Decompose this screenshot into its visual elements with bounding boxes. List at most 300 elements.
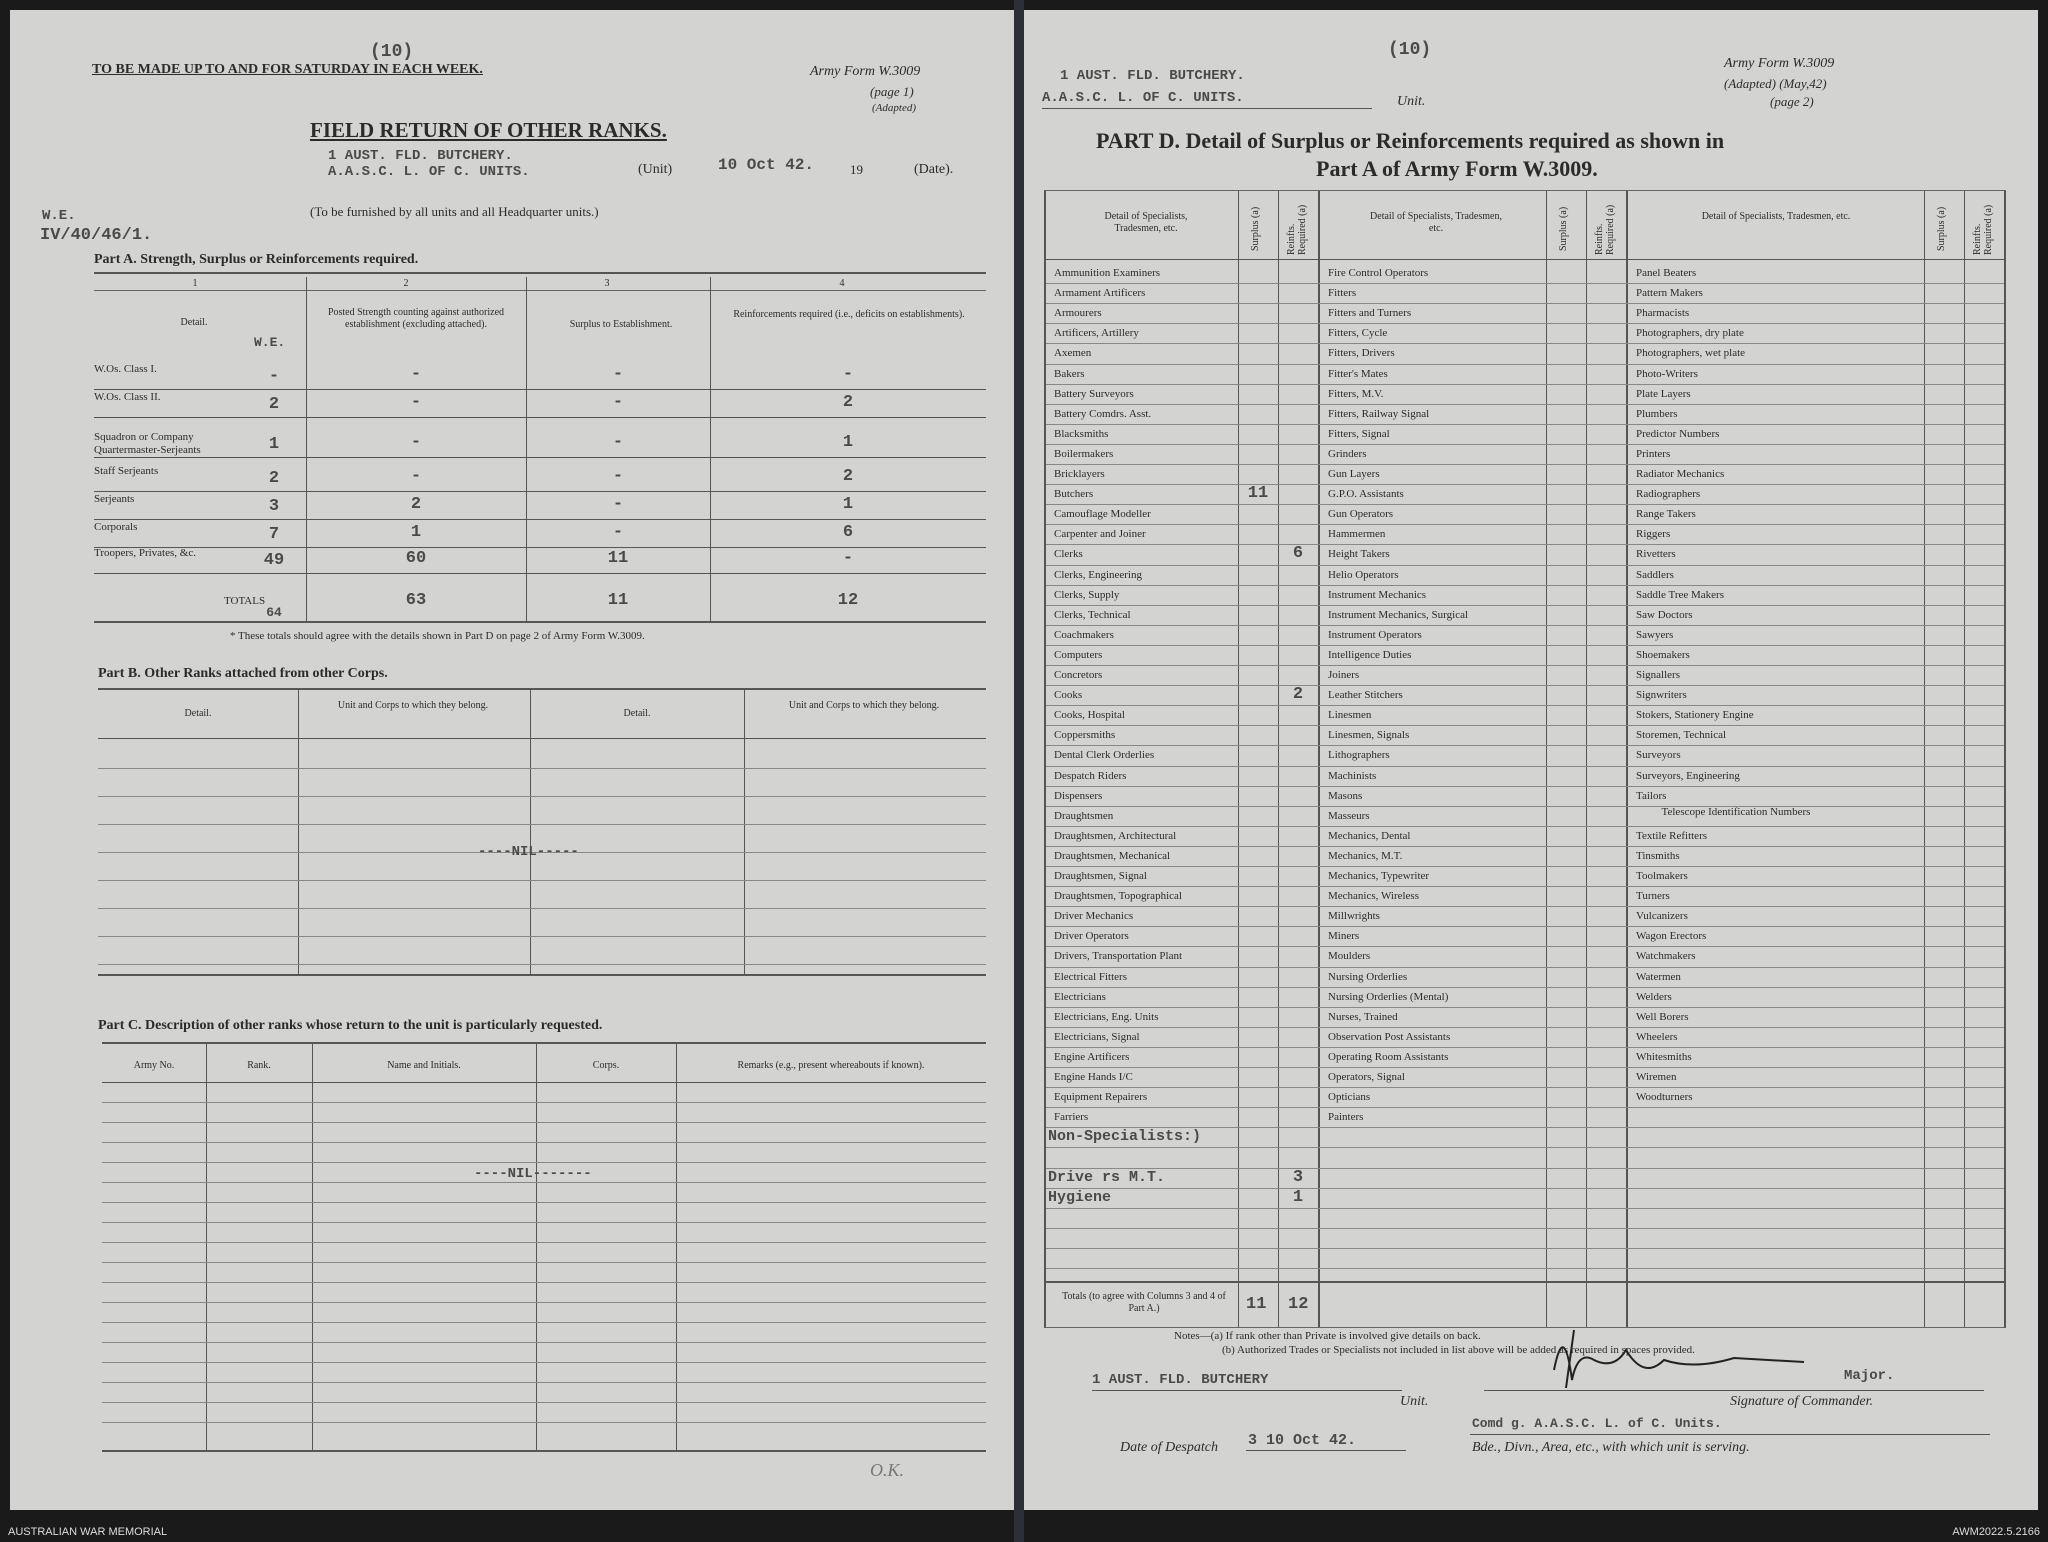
part-d-col1-detail: Dental Clerk Orderlies bbox=[1054, 749, 1155, 762]
col-num-1: 1 bbox=[192, 277, 198, 289]
part-d-col2-detail: Painters bbox=[1328, 1111, 1364, 1124]
part-d-col1-detail: Farriers bbox=[1054, 1111, 1089, 1124]
part-d-rule bbox=[1046, 444, 2004, 445]
part-d-col1-detail: Drivers, Transportation Plant bbox=[1054, 950, 1183, 963]
part-d-col1-detail: Electrical Fitters bbox=[1054, 970, 1127, 983]
part-d-col3-detail: Photographers, dry plate bbox=[1636, 327, 1744, 340]
part-d-col3-detail: Predictor Numbers bbox=[1636, 427, 1720, 440]
part-d-table bbox=[1044, 190, 2006, 1328]
part-d-col1-detail: Battery Comdrs. Asst. bbox=[1054, 407, 1152, 420]
part-b-rule bbox=[98, 824, 986, 825]
part-d-rule bbox=[1046, 926, 2004, 927]
part-d-col1-detail: Battery Surveyors bbox=[1054, 387, 1134, 400]
part-d-col3-detail: Photo-Writers bbox=[1636, 367, 1698, 380]
part-d-rule bbox=[1046, 625, 2004, 626]
part-d-col1-detail: Axemen bbox=[1054, 347, 1092, 360]
part-d-col2-detail: Instrument Mechanics bbox=[1328, 588, 1427, 601]
part-d-col3-detail: Telescope Identification Numbers bbox=[1661, 805, 1811, 818]
part-d-col3-detail: Welders bbox=[1636, 990, 1672, 1003]
part-a-row-reinf: - bbox=[842, 365, 854, 384]
part-a-totals-reinf: 12 bbox=[837, 591, 859, 610]
header-detail: Detail. bbox=[180, 317, 208, 328]
unit-label: Unit. bbox=[1397, 94, 1426, 109]
part-a-grid bbox=[94, 290, 986, 623]
part-d-rule bbox=[1046, 1087, 2004, 1088]
part-d-col2-detail: Instrument Operators bbox=[1328, 628, 1422, 641]
we-label: W.E. bbox=[42, 208, 76, 224]
part-d-col2-detail: Gun Operators bbox=[1328, 508, 1394, 521]
part-d-col1-detail: Coachmakers bbox=[1054, 628, 1114, 641]
form-number: Army Form W.3009 bbox=[810, 64, 921, 79]
part-a-row-posted: - bbox=[410, 467, 422, 486]
part-a-row-posted: 2 bbox=[410, 495, 422, 514]
part-d-col1-detail: Butchers bbox=[1054, 488, 1094, 501]
part-a-row-detail: Squadron or Company Quartermaster-Serjeants bbox=[94, 431, 201, 456]
signature-unit: 1 AUST. FLD. BUTCHERY bbox=[1092, 1372, 1269, 1388]
center-fold bbox=[1014, 0, 1024, 1542]
part-d-col1-detail: Dispensers bbox=[1054, 789, 1103, 802]
part-d-col1-detail: Non-Specialists:) bbox=[1048, 1128, 1202, 1146]
part-d-rule bbox=[1046, 404, 2004, 405]
part-d-col2-detail: Observation Post Assistants bbox=[1328, 1030, 1451, 1043]
part-d-rule bbox=[1046, 826, 2004, 827]
part-d-col2-detail: Lithographers bbox=[1328, 749, 1390, 762]
part-d-col2-detail: Gun Layers bbox=[1328, 468, 1380, 480]
bde-value: Comd g. A.A.S.C. L. of C. Units. bbox=[1472, 1416, 1722, 1431]
part-d-col3-detail: Well Borers bbox=[1636, 1010, 1689, 1023]
part-d-col1-surplus: 11 bbox=[1247, 484, 1269, 504]
part-a-row-surplus: - bbox=[612, 433, 624, 452]
page-number: (10) bbox=[1388, 40, 1432, 60]
part-d-col3-detail: Toolmakers bbox=[1636, 870, 1688, 882]
col2-header-surplus: Surplus (a) bbox=[1558, 206, 1569, 251]
part-d-col1-detail: Bricklayers bbox=[1054, 468, 1105, 480]
part-c-header-army-no: Army No. bbox=[133, 1060, 175, 1071]
part-d-col1-reinf: 6 bbox=[1292, 544, 1304, 564]
part-d-col3-detail: Plate Layers bbox=[1636, 387, 1691, 400]
part-d-col3-detail: Tailors bbox=[1636, 789, 1667, 802]
part-a-row-reinf: - bbox=[842, 549, 854, 568]
part-d-rule bbox=[1046, 846, 2004, 847]
part-c-rule bbox=[102, 1222, 986, 1223]
col-num-4: 4 bbox=[839, 277, 845, 289]
part-d-col2-detail: Fitters, M.V. bbox=[1328, 387, 1384, 400]
part-a-row-detail: Staff Serjeants bbox=[94, 465, 159, 477]
part-d-col1-detail: Carpenter and Joiner bbox=[1054, 528, 1146, 541]
part-b-rule bbox=[98, 796, 986, 797]
part-d-col1-detail: Draughtsmen, Signal bbox=[1054, 870, 1147, 882]
part-c-rule bbox=[102, 1322, 986, 1323]
part-d-col1-reinf: 1 bbox=[1292, 1187, 1304, 1207]
part-c-rule bbox=[102, 1282, 986, 1283]
part-b-rule bbox=[98, 964, 986, 965]
part-d-col1-detail: Drive rs M.T. bbox=[1048, 1168, 1166, 1186]
part-a-row-we: 3 bbox=[268, 497, 280, 516]
part-a-totals-label: TOTALS bbox=[224, 595, 266, 607]
part-d-col2-detail: Instrument Mechanics, Surgical bbox=[1328, 608, 1469, 621]
part-a-row-detail: W.Os. Class II. bbox=[94, 391, 161, 403]
left-page bbox=[10, 10, 1014, 1510]
part-d-col3-detail: Rivetters bbox=[1636, 548, 1676, 561]
unit-line-2: A.A.S.C. L. OF C. UNITS. bbox=[328, 164, 530, 180]
part-d-col2-detail: G.P.O. Assistants bbox=[1328, 488, 1404, 501]
col2-header-detail: Detail of Specialists, Tradesmen, etc. bbox=[1370, 211, 1502, 234]
part-d-col2-detail: Fitters bbox=[1328, 287, 1357, 300]
part-d-col2-detail: Fitters, Drivers bbox=[1328, 347, 1395, 360]
part-c-rule bbox=[102, 1102, 986, 1103]
part-d-col3-detail: Saw Doctors bbox=[1636, 608, 1693, 621]
part-d-rule bbox=[1046, 504, 2004, 505]
part-d-rule bbox=[1046, 745, 2004, 746]
part-c-rule bbox=[102, 1162, 986, 1163]
part-d-col3-detail: Wagon Erectors bbox=[1636, 930, 1707, 943]
part-d-col2-detail: Fitters and Turners bbox=[1328, 307, 1412, 320]
part-a-row-posted: - bbox=[410, 433, 422, 452]
pencil-initials: O.K. bbox=[870, 1460, 905, 1480]
part-a-row-reinf: 1 bbox=[842, 495, 854, 514]
part-d-col2-detail: Joiners bbox=[1328, 669, 1360, 681]
part-c-rule bbox=[102, 1262, 986, 1263]
part-c-header-remarks: Remarks (e.g., present whereabouts if known). bbox=[737, 1060, 925, 1071]
part-d-rule bbox=[1046, 605, 2004, 606]
part-a-row-posted: - bbox=[410, 365, 422, 384]
part-b-header-unit-2: Unit and Corps to which they belong. bbox=[788, 700, 940, 711]
part-d-rule bbox=[1046, 384, 2004, 385]
part-b-rule bbox=[98, 936, 986, 937]
part-d-col3-detail: Woodturners bbox=[1636, 1091, 1693, 1104]
part-d-col1-detail: Artificers, Artillery bbox=[1054, 327, 1139, 340]
part-a-row-rule bbox=[94, 457, 986, 458]
part-a-totals-surplus: 11 bbox=[607, 591, 629, 610]
part-d-col2-detail: Leather Stitchers bbox=[1328, 689, 1403, 702]
part-d-rule bbox=[1046, 1107, 2004, 1108]
part-d-col1-detail: Engine Artificers bbox=[1054, 1050, 1130, 1063]
part-d-rule bbox=[1046, 303, 2004, 304]
part-d-col3-detail: Pharmacists bbox=[1636, 307, 1690, 320]
part-d-rule bbox=[1046, 685, 2004, 686]
part-d-col3-detail: Sawyers bbox=[1636, 628, 1674, 641]
part-c-rule bbox=[102, 1402, 986, 1403]
part-d-col3-detail: Surveyors bbox=[1636, 749, 1681, 762]
part-d-col2-detail: Masseurs bbox=[1328, 809, 1370, 822]
part-d-col1-detail: Cooks, Hospital bbox=[1054, 709, 1125, 722]
unit-label: (Unit) bbox=[638, 162, 673, 177]
part-d-rule bbox=[1046, 544, 2004, 545]
header-reinforcements: Reinforcements required (i.e., deficits on establishments). bbox=[733, 309, 965, 320]
part-a-row-surplus: - bbox=[612, 495, 624, 514]
part-d-col3-detail: Saddle Tree Makers bbox=[1636, 588, 1724, 601]
part-c-rule bbox=[102, 1142, 986, 1143]
part-d-rule bbox=[1046, 1147, 2004, 1148]
part-a-row-we: 2 bbox=[268, 395, 280, 414]
part-a-row-reinf: 2 bbox=[842, 393, 854, 412]
part-d-col1-detail: Driver Mechanics bbox=[1054, 910, 1134, 923]
part-d-col3-detail: Shoemakers bbox=[1636, 648, 1690, 661]
part-c-nil: ----NIL------- bbox=[474, 1166, 592, 1182]
part-d-col1-detail: Armourers bbox=[1054, 307, 1102, 320]
part-d-col1-detail: Despatch Riders bbox=[1054, 769, 1127, 782]
part-a-row-we: 49 bbox=[263, 551, 285, 570]
part-d-col2-detail: Linesmen bbox=[1328, 709, 1372, 722]
col-num-3: 3 bbox=[604, 277, 610, 289]
part-d-col2-detail: Grinders bbox=[1328, 447, 1367, 460]
part-a-row-reinf: 1 bbox=[842, 433, 854, 452]
part-d-col3-detail: Radiographers bbox=[1636, 488, 1701, 501]
part-d-rule bbox=[1046, 1007, 2004, 1008]
part-d-col2-detail: Mechanics, Wireless bbox=[1328, 890, 1419, 903]
part-d-col2-detail: Fitters, Cycle bbox=[1328, 327, 1388, 340]
part-a-row-rule bbox=[94, 573, 986, 574]
part-d-col1-detail: Electricians, Signal bbox=[1054, 1030, 1140, 1043]
col1-header-reinf: Reinfts. Required (a) bbox=[1286, 204, 1308, 255]
part-d-col2-detail: Helio Operators bbox=[1328, 568, 1399, 581]
part-b-header-detail-2: Detail. bbox=[623, 708, 651, 719]
part-d-rule bbox=[1046, 585, 2004, 586]
part-a-row-we: - bbox=[268, 367, 280, 386]
part-d-col2-detail: Fire Control Operators bbox=[1328, 267, 1429, 279]
col3-header-detail: Detail of Specialists, Tradesmen, etc. bbox=[1701, 211, 1851, 222]
part-d-col3-detail: Riggers bbox=[1636, 528, 1671, 541]
part-d-rule bbox=[1046, 946, 2004, 947]
part-d-col1-detail: Equipment Repairers bbox=[1054, 1091, 1148, 1104]
part-d-rule bbox=[1046, 323, 2004, 324]
part-d-col2-detail: Height Takers bbox=[1328, 548, 1390, 561]
col1-header-surplus: Surplus (a) bbox=[1250, 206, 1261, 251]
part-a-row-posted: 1 bbox=[410, 523, 422, 542]
part-d-col1-detail: Computers bbox=[1054, 648, 1103, 661]
part-d-rule bbox=[1046, 524, 2004, 525]
part-d-col3-detail: Tinsmiths bbox=[1636, 849, 1680, 862]
we-reference: IV/40/46/1. bbox=[40, 226, 153, 245]
part-d-rule bbox=[1046, 283, 2004, 284]
part-b-header-detail-1: Detail. bbox=[184, 708, 212, 719]
part-c-rule bbox=[102, 1382, 986, 1383]
part-d-col3-detail: Signwriters bbox=[1636, 689, 1687, 702]
page-number: (10) bbox=[370, 42, 414, 62]
col-num-2: 2 bbox=[403, 277, 409, 289]
part-d-col1-detail: Cooks bbox=[1054, 689, 1083, 702]
part-c-rule bbox=[102, 1202, 986, 1203]
part-d-col2-detail: Opticians bbox=[1328, 1091, 1371, 1104]
part-d-col1-detail: Draughtsmen bbox=[1054, 809, 1114, 822]
part-d-rule bbox=[1046, 1228, 2004, 1229]
part-d-col2-detail: Moulders bbox=[1328, 950, 1371, 963]
col1-header-detail: Detail of Specialists, Tradesmen, etc. bbox=[1104, 211, 1188, 234]
part-c-rule bbox=[102, 1422, 986, 1423]
part-d-col2-detail: Mechanics, M.T. bbox=[1328, 849, 1403, 862]
signature-rank: Major. bbox=[1844, 1368, 1895, 1384]
part-a-row-posted: 60 bbox=[405, 549, 427, 568]
part-d-col1-detail: Boilermakers bbox=[1054, 447, 1114, 460]
part-a-row-rule bbox=[94, 491, 986, 492]
unit-line-1: 1 AUST. FLD. BUTCHERY. bbox=[328, 148, 513, 164]
form-number: Army Form W.3009 bbox=[1724, 56, 1835, 71]
part-d-rule bbox=[1046, 725, 2004, 726]
part-d-col3-detail: Pattern Makers bbox=[1636, 287, 1703, 300]
part-d-title-2: Part A of Army Form W.3009. bbox=[1316, 156, 1598, 181]
part-d-col1-detail: Electricians, Eng. Units bbox=[1054, 1010, 1159, 1023]
part-d-col1-detail: Draughtsmen, Topographical bbox=[1054, 890, 1182, 903]
part-d-col2-detail: Miners bbox=[1328, 930, 1360, 943]
signature-label: Signature of Commander. bbox=[1730, 1394, 1873, 1409]
form-adapted: (Adapted) (May,42) bbox=[1724, 76, 1827, 91]
part-d-col3-detail: Stokers, Stationery Engine bbox=[1636, 709, 1754, 722]
form-page: (page 2) bbox=[1770, 94, 1814, 109]
part-a-row-we: 1 bbox=[268, 435, 280, 454]
part-d-col1-detail: Blacksmiths bbox=[1054, 427, 1109, 440]
part-d-col3-detail: Radiator Mechanics bbox=[1636, 468, 1725, 480]
signature-unit-label: Unit. bbox=[1400, 1394, 1429, 1409]
part-a-row-we: 7 bbox=[268, 525, 280, 544]
part-d-col3-detail: Watchmakers bbox=[1636, 950, 1696, 963]
part-d-rule bbox=[1046, 1248, 2004, 1249]
part-d-col2-detail: Fitters, Railway Signal bbox=[1328, 407, 1430, 420]
note-b: (b) Authorized Trades or Specialists not included in list above will be added as required in spaces provided. bbox=[1222, 1344, 1695, 1356]
part-a-totals-we: 64 bbox=[266, 605, 282, 620]
part-d-col3-detail: Watermen bbox=[1636, 970, 1681, 983]
part-d-rule bbox=[1046, 665, 2004, 666]
part-c-rule bbox=[102, 1362, 986, 1363]
part-d-rule bbox=[1046, 1027, 2004, 1028]
note-a: Notes—(a) If rank other than Private is involved give details on back. bbox=[1174, 1330, 1481, 1342]
part-c-title: Part C. Description of other ranks whose return to the unit is particularly requested. bbox=[98, 1018, 603, 1033]
instruction-heading: TO BE MADE UP TO AND FOR SATURDAY IN EACH WEEK. bbox=[92, 62, 483, 77]
part-d-col1-detail: Electricians bbox=[1054, 990, 1106, 1003]
part-d-col3-detail: Textile Refitters bbox=[1636, 829, 1708, 842]
part-d-rule bbox=[1046, 987, 2004, 988]
col2-header-reinf: Reinfts. Required (a) bbox=[1594, 204, 1616, 255]
bde-label: Bde., Divn., Area, etc., with which unit is serving. bbox=[1472, 1440, 1750, 1455]
part-d-col1-detail: Draughtsmen, Mechanical bbox=[1054, 849, 1171, 862]
part-d-col1-detail: Bakers bbox=[1054, 367, 1085, 380]
part-d-col1-detail: Clerks, Technical bbox=[1054, 608, 1131, 621]
part-a-row-detail: Troopers, Privates, &c. bbox=[94, 547, 196, 559]
part-d-rule bbox=[1046, 786, 2004, 787]
part-d-col1-detail: Ammunition Examiners bbox=[1054, 267, 1161, 279]
part-d-col1-reinf: 2 bbox=[1292, 685, 1304, 705]
part-d-col1-detail: Engine Hands I/C bbox=[1054, 1071, 1133, 1083]
date-value: 10 Oct 42. bbox=[718, 156, 815, 174]
part-d-col3-detail: Printers bbox=[1636, 447, 1671, 460]
part-d-col1-detail: Coppersmiths bbox=[1054, 729, 1116, 742]
part-d-rule bbox=[1046, 1208, 2004, 1209]
part-d-col2-detail: Nursing Orderlies (Mental) bbox=[1328, 990, 1449, 1003]
part-c-header-corps: Corps. bbox=[592, 1060, 620, 1071]
part-c-rule bbox=[102, 1182, 986, 1183]
despatch-value: 3 10 Oct 42. bbox=[1248, 1432, 1357, 1449]
part-a-row-surplus: - bbox=[612, 523, 624, 542]
col3-header-reinf: Reinfts. Required (a) bbox=[1972, 204, 1994, 255]
part-a-row-detail: W.Os. Class I. bbox=[94, 363, 157, 375]
part-d-col3-detail: Wiremen bbox=[1636, 1071, 1677, 1083]
part-d-col3-detail: Storemen, Technical bbox=[1636, 729, 1727, 742]
part-d-col1-detail: Clerks, Supply bbox=[1054, 588, 1120, 601]
right-page bbox=[1024, 10, 2038, 1510]
part-a-title: Part A. Strength, Surplus or Reinforcements required. bbox=[94, 252, 419, 267]
part-d-rule bbox=[1046, 484, 2004, 485]
part-d-rule bbox=[1046, 1067, 2004, 1068]
part-a-row-reinf: 2 bbox=[842, 467, 854, 486]
part-a-table bbox=[94, 276, 986, 290]
unit-line-1: 1 AUST. FLD. BUTCHERY. bbox=[1060, 68, 1245, 84]
part-d-col2-detail: Masons bbox=[1328, 789, 1363, 802]
part-d-col3-detail: Vulcanizers bbox=[1636, 910, 1688, 923]
furnish-note: (To be furnished by all units and all Headquarter units.) bbox=[310, 204, 599, 219]
part-d-title-1: PART D. Detail of Surplus or Reinforcements required as shown in bbox=[1096, 128, 1725, 153]
part-d-col2-detail: Fitters, Signal bbox=[1328, 427, 1390, 440]
part-d-col2-detail: Millwrights bbox=[1328, 910, 1380, 923]
part-d-rule bbox=[1046, 343, 2004, 344]
form-title: FIELD RETURN OF OTHER RANKS. bbox=[310, 118, 667, 142]
part-a-row-we: 2 bbox=[268, 469, 280, 488]
part-d-col3-detail: Photographers, wet plate bbox=[1636, 347, 1746, 360]
part-c-rule bbox=[102, 1302, 986, 1303]
part-d-rule bbox=[1046, 464, 2004, 465]
part-d-rule bbox=[1046, 866, 2004, 867]
part-d-rule bbox=[1046, 705, 2004, 706]
form-adapted: (Adapted) bbox=[872, 102, 916, 114]
part-a-row-surplus: - bbox=[612, 467, 624, 486]
form-page: (page 1) bbox=[870, 84, 914, 99]
part-d-col2-detail: Mechanics, Typewriter bbox=[1328, 870, 1430, 882]
part-d-col3-detail: Range Takers bbox=[1636, 508, 1696, 521]
part-d-col2-detail: Intelligence Duties bbox=[1328, 648, 1412, 661]
part-b-rule bbox=[98, 908, 986, 909]
unit-line-2: A.A.S.C. L. OF C. UNITS. bbox=[1042, 90, 1244, 106]
part-a-row-rule bbox=[94, 519, 986, 520]
part-d-rule bbox=[1046, 1188, 2004, 1189]
part-d-rule bbox=[1046, 424, 2004, 425]
part-d-rule bbox=[1046, 1047, 2004, 1048]
part-b-table bbox=[98, 688, 986, 976]
part-a-row-reinf: 6 bbox=[842, 523, 854, 542]
part-d-col2-detail: Mechanics, Dental bbox=[1328, 829, 1411, 842]
part-d-col3-detail: Whitesmiths bbox=[1636, 1050, 1692, 1063]
part-d-col1-detail: Camouflage Modeller bbox=[1054, 508, 1151, 521]
part-d-col3-detail: Surveyors, Engineering bbox=[1636, 769, 1740, 782]
part-d-col2-detail: Operating Room Assistants bbox=[1328, 1050, 1449, 1063]
header-we: W.E. bbox=[254, 335, 286, 350]
part-d-rule bbox=[1046, 1168, 2004, 1169]
part-d-col3-detail: Signallers bbox=[1636, 669, 1680, 681]
part-c-rule bbox=[102, 1342, 986, 1343]
part-d-col1-detail: Concretors bbox=[1054, 669, 1103, 681]
part-d-col1-detail: Clerks, Engineering bbox=[1054, 568, 1142, 581]
part-d-col3-detail: Wheelers bbox=[1636, 1030, 1678, 1043]
part-d-col2-detail: Hammermen bbox=[1328, 528, 1386, 541]
part-d-col3-detail: Plumbers bbox=[1636, 407, 1678, 420]
part-d-col3-detail: Turners bbox=[1636, 890, 1670, 903]
header-posted: Posted Strength counting against authorized establishment (excluding attached). bbox=[327, 307, 505, 330]
archive-reference: AWM2022.5.2166 bbox=[1952, 1526, 2040, 1538]
part-d-col3-detail: Panel Beaters bbox=[1636, 267, 1697, 279]
part-d-col2-detail: Nursing Orderlies bbox=[1328, 970, 1408, 983]
part-c-table bbox=[102, 1042, 986, 1452]
date-label: (Date). bbox=[914, 162, 954, 177]
part-d-col3-detail: Saddlers bbox=[1636, 568, 1674, 581]
part-a-row-rule bbox=[94, 417, 986, 418]
totals-label: Totals (to agree with Columns 3 and 4 of Part A.) bbox=[1062, 1291, 1226, 1314]
part-d-col2-detail: Nurses, Trained bbox=[1328, 1010, 1398, 1023]
part-b-rule bbox=[98, 768, 986, 769]
part-d-rule bbox=[1046, 645, 2004, 646]
part-d-rule bbox=[1046, 806, 2004, 807]
part-a-row-rule bbox=[94, 389, 986, 390]
part-d-col2-detail: Linesmen, Signals bbox=[1328, 729, 1410, 742]
part-b-rule bbox=[98, 880, 986, 881]
col3-header-surplus: Surplus (a) bbox=[1936, 206, 1947, 251]
part-b-title: Part B. Other Ranks attached from other Corps. bbox=[98, 666, 388, 681]
